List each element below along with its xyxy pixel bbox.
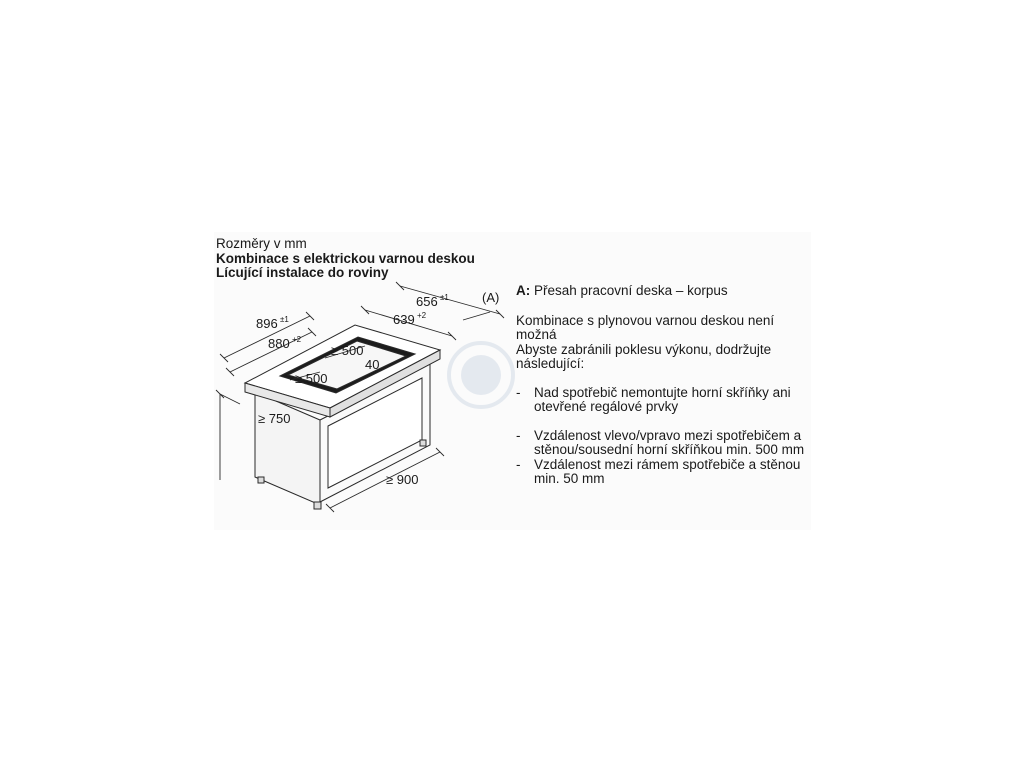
dim-depth-inner: 639 [393, 312, 415, 327]
note-a-text: Přesah pracovní deska – korpus [530, 283, 728, 298]
note-a [516, 284, 806, 299]
bullet-text: Vzdálenost mezi rámem spotřebiče a stěnou min. 50 mm [534, 456, 801, 486]
dim-width-inner-tol: +2 [292, 335, 302, 344]
dim-width-inner: 880 [268, 336, 290, 351]
dim-depth-outer-tol: ±1 [440, 293, 449, 302]
installation-diagram [200, 280, 520, 525]
marker-a: (A) [482, 290, 500, 305]
heading-installation: Lícující instalace do roviny [216, 265, 389, 280]
bullet-text: Vzdálenost vlevo/vpravo mezi spotřebičem a stěnou/sousední horní skříňkou min. 500 mm [534, 427, 805, 457]
list-item [516, 458, 806, 487]
min-cabinet-width: ≥ 900 [386, 472, 419, 487]
list-item [516, 429, 806, 458]
list-item [516, 386, 806, 415]
note-a-label: A: [516, 283, 531, 298]
bullet-dash: - [516, 456, 521, 472]
dim-width-outer-tol: ±1 [280, 315, 289, 324]
dim-depth-inner-tol: +2 [417, 311, 427, 320]
heading-combination: Kombinace s elektrickou varnou deskou [216, 250, 475, 266]
installation-notes [516, 284, 806, 487]
heading-units: Rozměry v mm [216, 236, 307, 251]
dim-width-outer: 896 [256, 316, 278, 331]
gas-not-possible: Kombinace s plynovou varnou deskou není možná [516, 312, 775, 342]
min-depth-right: ≥ 500 [331, 343, 364, 358]
figure-heading [216, 237, 475, 281]
frame-gap: 40 [365, 357, 380, 372]
gas-instructions-intro: Abyste zabránili poklesu výkonu, dodržujte následující: [516, 341, 772, 371]
bullet-text: Nad spotřebič nemontujte horní skříňky ani otevřené regálové prvky [534, 384, 791, 414]
min-depth-left: ≥ 500 [295, 371, 328, 386]
dim-depth-outer: 656 [416, 294, 438, 309]
bullet-dash: - [516, 384, 521, 400]
min-cabinet-height: ≥ 750 [258, 411, 291, 426]
bullet-dash: - [516, 427, 521, 443]
